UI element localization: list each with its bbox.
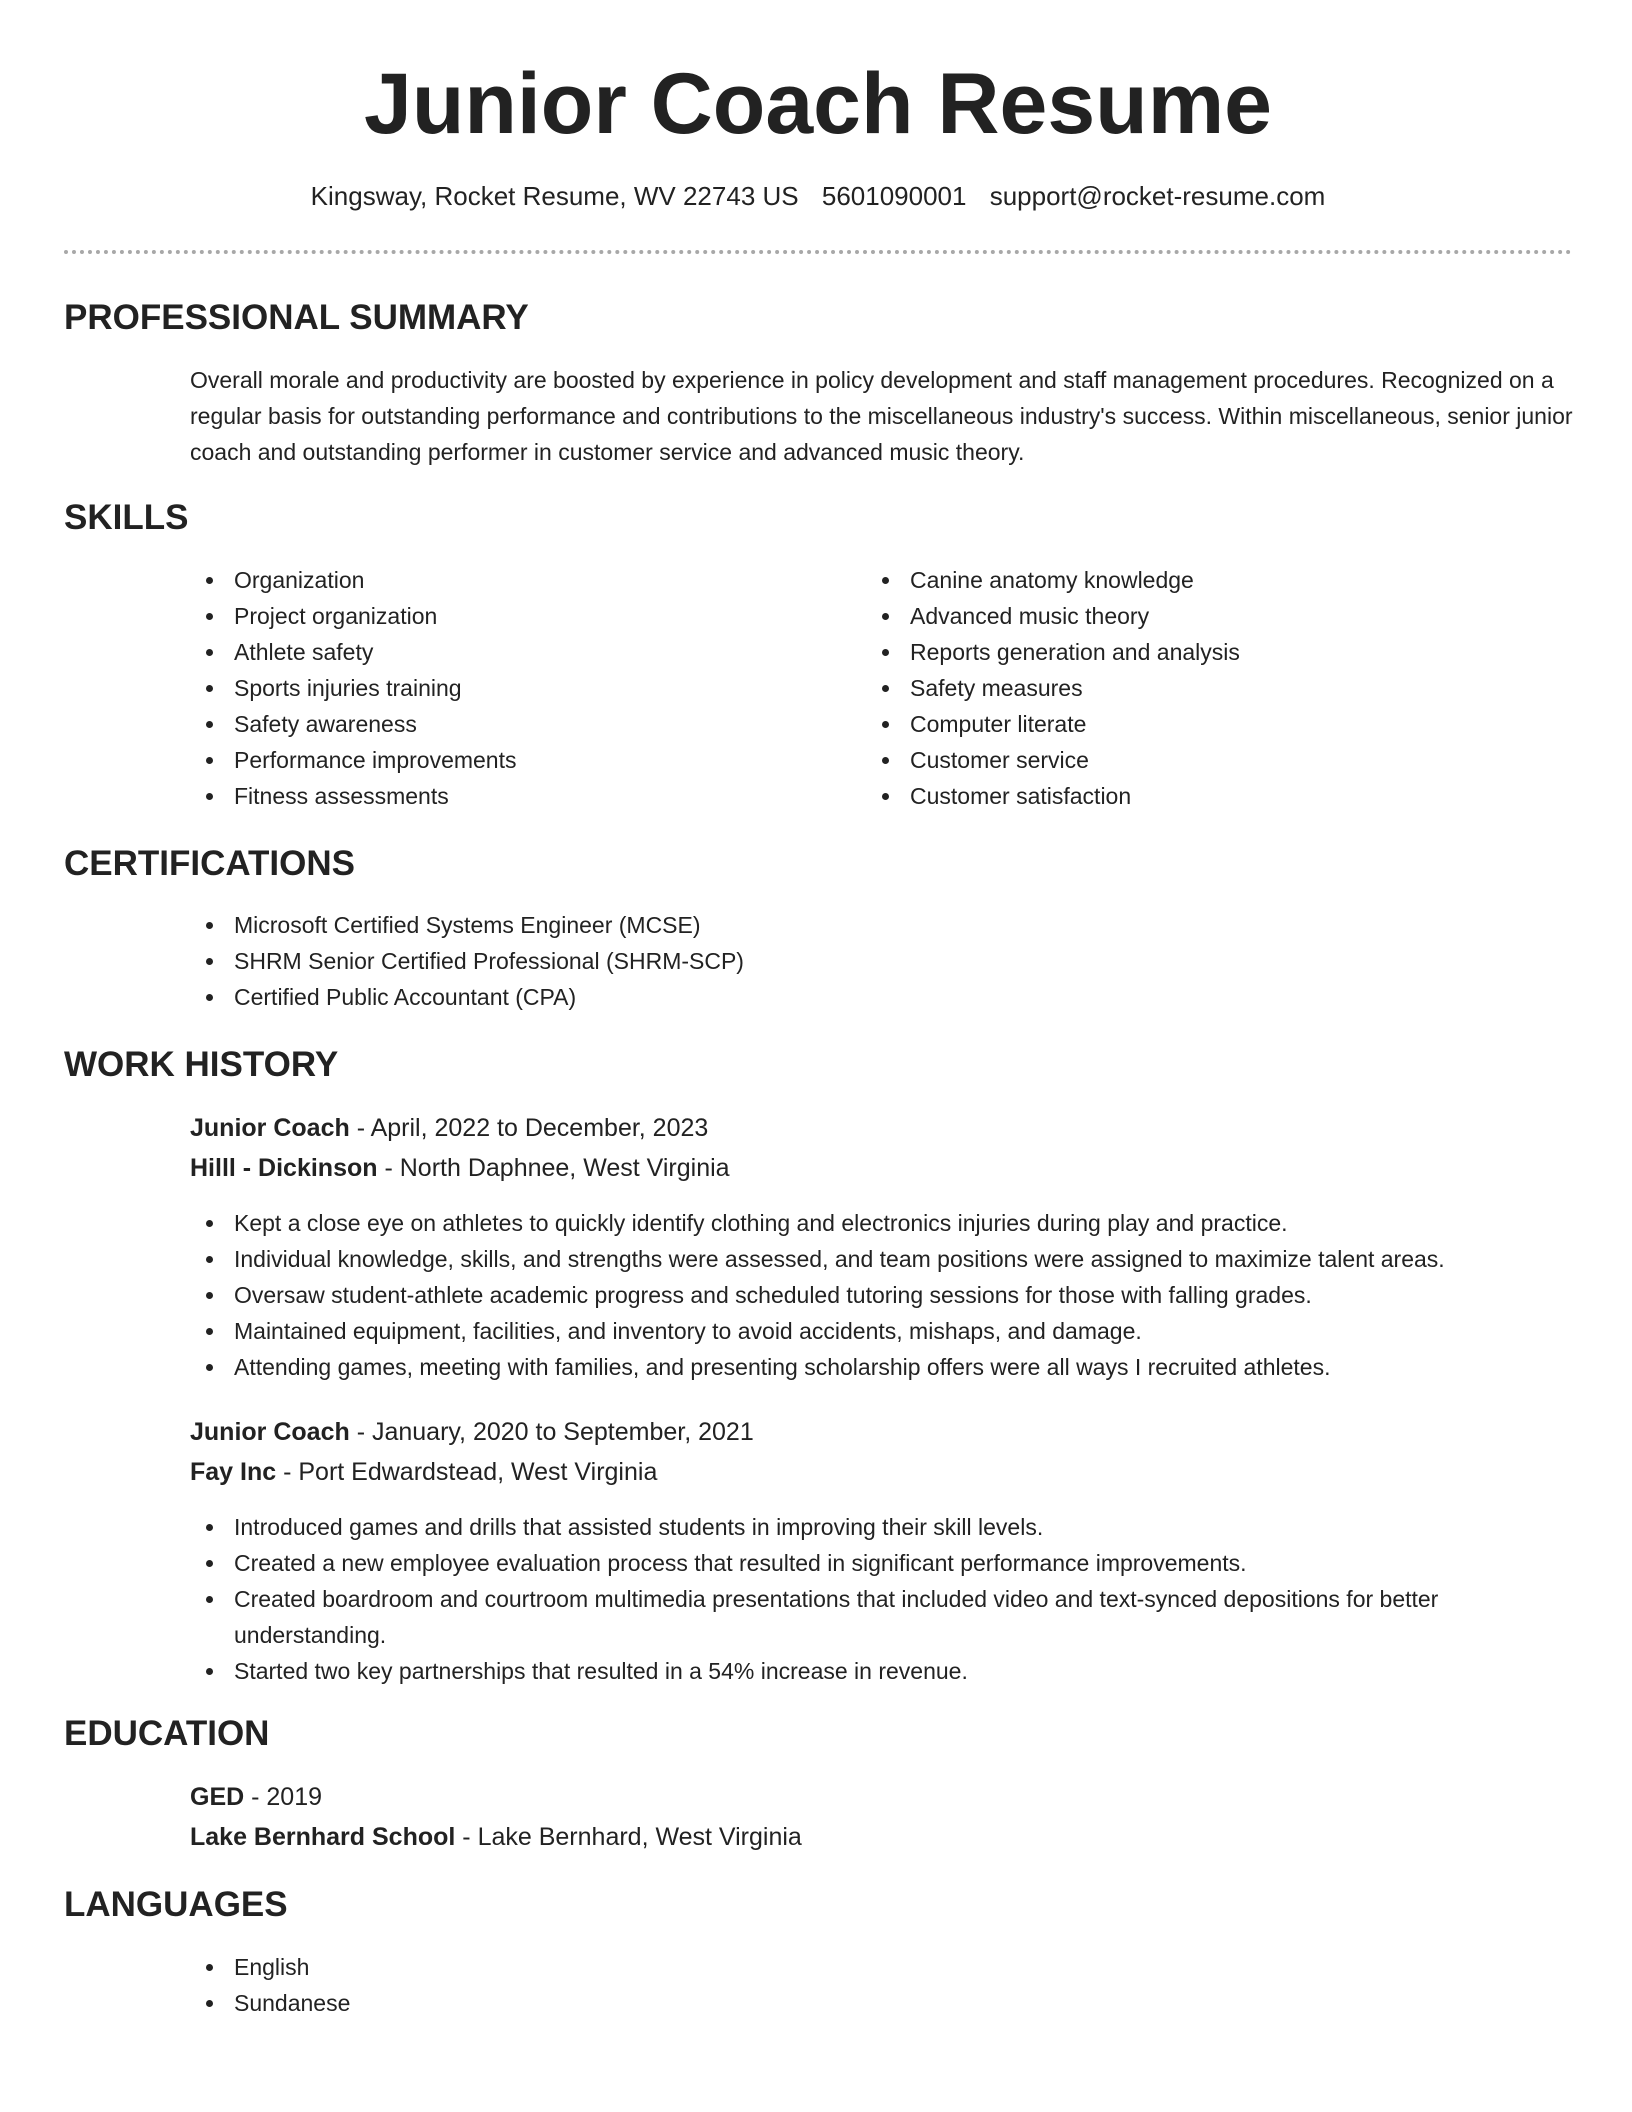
job-bullet: Kept a close eye on athletes to quickly identify clothing and electronics injuries during play and practice. (190, 1205, 1445, 1241)
job-company: Fay Inc (190, 1458, 277, 1486)
resume-title: Junior Coach Resume (364, 56, 1272, 152)
skill-item: Organization (190, 562, 517, 598)
job-company: Hilll - Dickinson (190, 1154, 378, 1182)
skill-item: Computer literate (866, 706, 1240, 742)
job-role-line (190, 1412, 754, 1452)
job-bullet: Introduced games and drills that assisted students in improving their skill levels. (190, 1509, 1572, 1545)
header-divider (64, 250, 1572, 254)
job-bullet: Oversaw student-athlete academic progress and scheduled tutoring sessions for those with falling grades. (190, 1277, 1445, 1313)
job-role-line (190, 1108, 730, 1148)
job-role: Junior Coach (190, 1114, 350, 1142)
summary-block (190, 362, 1580, 470)
language-item: Sundanese (190, 1985, 350, 2021)
skill-item: Safety awareness (190, 706, 517, 742)
job-location: - North Daphnee, West Virginia (377, 1154, 730, 1182)
section-title-certifications: CERTIFICATIONS (64, 844, 356, 883)
skill-item: Customer satisfaction (866, 778, 1240, 814)
job-dates: - April, 2022 to December, 2023 (349, 1114, 709, 1142)
education-year: - 2019 (244, 1783, 323, 1811)
job-bullets (190, 1509, 1572, 1689)
summary-text: Overall morale and productivity are boosted by experience in policy development and staff management procedures. Recognized on a regular basis for outstanding performance and contributions to the miscellaneous industry's success. Within miscellaneous, senior junior coach and outstanding performer in customer service and advanced music theory. (190, 367, 1573, 465)
job-bullet: Created boardroom and courtroom multimedia presentations that included video and text-synced depositions for better understanding. (190, 1581, 1572, 1653)
education-school-line (190, 1817, 802, 1857)
education-degree: GED (190, 1783, 245, 1811)
languages-list (190, 1949, 350, 2021)
job-company-line (190, 1452, 754, 1492)
job-entry (190, 1108, 730, 1188)
job-bullet: Attending games, meeting with families, and presenting scholarship offers were all ways I recruited athletes. (190, 1349, 1445, 1385)
skill-item: Canine anatomy knowledge (866, 562, 1240, 598)
job-company-line (190, 1148, 730, 1188)
certification-item: Certified Public Accountant (CPA) (190, 979, 744, 1015)
skill-item: Customer service (866, 742, 1240, 778)
education-degree-line (190, 1777, 802, 1817)
certification-item: Microsoft Certified Systems Engineer (MCSE) (190, 907, 744, 943)
skills-right-column (866, 562, 1240, 814)
education-location: - Lake Bernhard, West Virginia (455, 1823, 802, 1851)
skill-item: Performance improvements (190, 742, 517, 778)
job-bullets (190, 1205, 1445, 1385)
section-title-summary: PROFESSIONAL SUMMARY (64, 298, 529, 337)
contact-line (64, 178, 1572, 214)
job-entry (190, 1412, 754, 1492)
skill-item: Safety measures (866, 670, 1240, 706)
skill-item: Fitness assessments (190, 778, 517, 814)
section-title-work-history: WORK HISTORY (64, 1045, 339, 1084)
job-bullet: Individual knowledge, skills, and strengths were assessed, and team positions were assigned to maximize talent areas. (190, 1241, 1445, 1277)
skill-item: Reports generation and analysis (866, 634, 1240, 670)
skill-item: Advanced music theory (866, 598, 1240, 634)
job-role: Junior Coach (190, 1418, 350, 1446)
education-entry (190, 1777, 802, 1857)
job-location: - Port Edwardstead, West Virginia (276, 1458, 658, 1486)
contact-email: support@rocket-resume.com (989, 181, 1326, 211)
skill-item: Sports injuries training (190, 670, 517, 706)
job-dates: - January, 2020 to September, 2021 (349, 1418, 754, 1446)
contact-phone: 5601090001 (821, 181, 967, 211)
skill-item: Project organization (190, 598, 517, 634)
section-title-languages: LANGUAGES (64, 1885, 288, 1924)
certification-item: SHRM Senior Certified Professional (SHRM-SCP) (190, 943, 744, 979)
contact-address: Kingsway, Rocket Resume, WV 22743 US (310, 181, 799, 211)
education-school: Lake Bernhard School (190, 1823, 456, 1851)
certifications-list (190, 907, 744, 1015)
job-bullet: Created a new employee evaluation process that resulted in significant performance improvements. (190, 1545, 1572, 1581)
job-bullet: Maintained equipment, facilities, and inventory to avoid accidents, mishaps, and damage. (190, 1313, 1445, 1349)
skill-item: Athlete safety (190, 634, 517, 670)
section-title-education: EDUCATION (64, 1714, 270, 1753)
section-title-skills: SKILLS (64, 498, 189, 537)
language-item: English (190, 1949, 350, 1985)
resume-page (64, 0, 1573, 2016)
job-bullet: Started two key partnerships that resulted in a 54% increase in revenue. (190, 1653, 1572, 1689)
skills-left-column (190, 562, 517, 814)
